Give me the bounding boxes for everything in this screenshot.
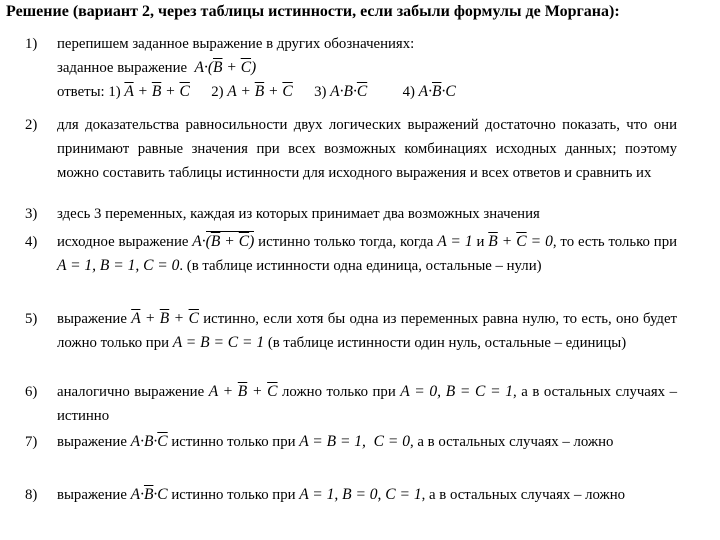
formula-answer-1: $\overline{A} + \overline{B} + \overline{C}$	[131, 310, 199, 327]
answers-label: ответы:	[57, 84, 105, 101]
formula-condition-bc: $\overline{B} + \overline{C} = 0$	[488, 233, 553, 250]
formula-answer-3: $A\cdot B\cdot\overline{C}$	[330, 83, 368, 101]
item-text-c: , а в остальных случаях – ложно	[421, 487, 626, 503]
item-text: для доказательства равносильности двух логических выражений достаточно показать, что они принимают равные значения при всех возможных комбинациях исходных данных; поэтому можно составить таблицы истинности для исходного выражения и всех ответов и сравнить их	[57, 117, 677, 182]
formula-given: $A\cdot(\overline{B} + \overline{C})$	[194, 59, 257, 77]
formula-source: $A\cdot(\overline{B} + \overline{C})$	[192, 233, 255, 250]
item-number: 6)	[25, 384, 38, 400]
formula-answer-3: $A\cdot B\cdot\overline{C}$	[130, 433, 168, 450]
page-title: Решение (вариант 2, через таблицы истинности, если забыли формулы де Моргана):	[6, 3, 620, 20]
answer-number-2: 2)	[211, 84, 224, 101]
item-number: 2)	[25, 117, 38, 133]
answer-number-3: 3)	[314, 84, 327, 101]
item-number: 1)	[25, 36, 38, 52]
item-text-b: истинно только тогда, когда	[258, 234, 434, 250]
answers-line	[57, 80, 677, 104]
item-text-a: аналогично выражение	[57, 384, 205, 400]
item-text-b: истинно только при	[171, 487, 296, 503]
list-item-8	[25, 483, 677, 507]
formula-condition-a: A = 1	[437, 233, 473, 250]
item-text: здесь 3 переменных, каждая из которых принимает два возможных значения	[57, 206, 540, 222]
list-item-1	[25, 32, 677, 105]
list-item-6	[25, 380, 677, 428]
item-text-c: и	[476, 234, 485, 250]
item-number: 4)	[25, 234, 38, 250]
item-text-a: выражение	[57, 311, 127, 327]
formula-answer-2: $A + \overline{B} + \overline{C}$	[227, 83, 293, 101]
list-item-3	[25, 202, 677, 226]
item-text-b: истинно, если хотя бы одна из переменных равна нулю, то есть, оно будет ложно только при	[57, 311, 677, 352]
formula-answer-1: $\overline{A} + \overline{B} + \overline{C}$	[124, 83, 190, 101]
list-item-4	[25, 230, 677, 278]
formula-condition-abc: A = 1, B = 1, C = 0	[57, 257, 180, 275]
list-item-5	[25, 307, 677, 355]
given-label: заданное выражение	[57, 60, 188, 77]
formula-condition: A = 1, B = 0, C = 1	[299, 486, 422, 503]
item-text: перепишем заданное выражение в других обозначениях:	[57, 36, 415, 52]
item-text-d: , то есть только при	[552, 234, 678, 250]
formula-condition: A = B = C = 1	[172, 334, 265, 352]
item-text-a: выражение	[57, 434, 127, 450]
answer-number-4: 4)	[402, 84, 415, 101]
item-text-a: выражение	[57, 487, 127, 503]
formula-answer-2: $A + \overline{B} + \overline{C}$	[208, 383, 278, 400]
list-item-7	[25, 430, 677, 454]
item-text-b: ложно только при	[282, 384, 396, 400]
given-expression-line	[57, 56, 677, 80]
answer-number-1: 1)	[108, 84, 121, 101]
formula-answer-4: $A\cdot\overline{B}\cdot C$	[130, 486, 168, 503]
item-text-c: , а в остальных случаях – ложно	[409, 434, 614, 450]
item-text-e: . (в таблице истинности одна единица, остальные – нули)	[179, 258, 542, 275]
item-number: 3)	[25, 206, 38, 222]
item-number: 8)	[25, 487, 38, 503]
formula-condition: A = B = 1, C = 0	[299, 433, 410, 450]
formula-condition: A = 0, B = C = 1	[400, 383, 514, 400]
formula-answer-4: $A\cdot\overline{B}\cdot C$	[418, 83, 456, 101]
item-text-a: исходное выражение	[57, 234, 189, 250]
item-number: 5)	[25, 311, 38, 327]
item-text-c: (в таблице истинности один нуль, остальные – единицы)	[267, 335, 627, 352]
item-text-b: истинно только при	[171, 434, 296, 450]
item-text-c: , а в остальных случаях – истинно	[57, 384, 678, 425]
item-number: 7)	[25, 434, 38, 450]
list-item-2	[25, 113, 677, 186]
